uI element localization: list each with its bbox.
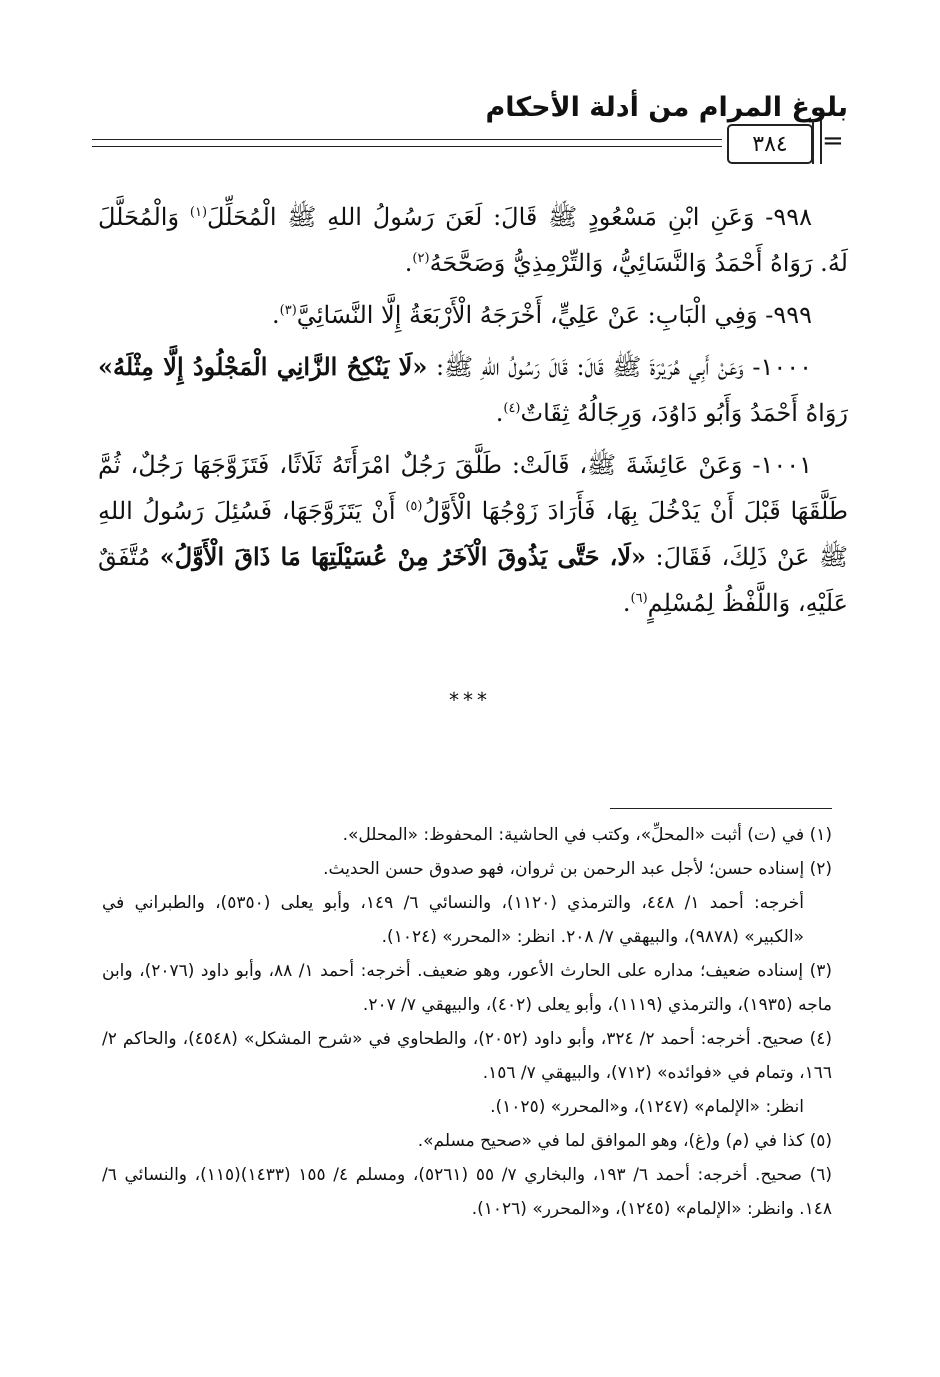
footnote-5: (٥) كذا في (م) و(غ)، وهو الموافق لما في «صحيح مسلم». (417, 1131, 832, 1151)
footnote-4-continued: انظر: «الإلمام» (١٢٤٧)، و«المحرر» (١٠٢٥). (490, 1097, 804, 1117)
footnote-ref: (٣) (279, 303, 297, 318)
header-double-bar (812, 120, 822, 164)
header-rule-top (92, 139, 722, 140)
prophetic-saying: «لَا يَنْكِحُ الزَّانِي الْمَجْلُودُ إِلَّا مِثْلَهُ» (98, 352, 428, 381)
main-text (98, 194, 848, 632)
footnote-1: (١) في (ت) أثبت «المحلِّ»، وكتب في الحاشية: المحفوظ: «المحلل». (342, 825, 832, 845)
footnote-rule (610, 808, 832, 809)
running-title: بلوغ المرام من أدلة الأحكام (485, 92, 848, 123)
section-separator: *** (449, 688, 491, 712)
hadith-998: ٩٩٨- وَعَنِ ابْنِ مَسْعُودٍ ﷺ قَالَ: لَعَنَ رَسُولُ اللهِ ﷺ الْمُحَلِّلَ$^{(١)}$ وَالْمُحَلَّلَ لَهُ. رَوَاهُ أَحْمَدُ وَالنَّسَائِيُّ، وَالتِّرْمِذِيُّ وَصَحَّحَهُ$^{(٢)}$. (98, 203, 848, 277)
header-rule-bottom (92, 146, 722, 147)
footnote-ref: (٢) (412, 251, 430, 266)
footnote-ref: (٦) (630, 591, 648, 606)
hadith-1000: ١٠٠٠- وَعَنْ أَبِي هُرَيْرَةَ ﷺ قَالَ: قَالَ رَسُولُ اللهِ ﷺ: «لَا يَنْكِحُ الزَّانِي الْمَجْلُودُ إِلَّا مِثْلَهُ» رَوَاهُ أَحْمَدُ وَأَبُو دَاوُدَ، وَرِجَالُهُ ثِقَاتٌ$^{(٤)}$. (98, 352, 848, 427)
prophetic-saying: «لَا، حَتَّى يَذُوقَ الْآخَرُ مِنْ عُسَيْلَتِهَا مَا ذَاقَ الْأَوَّلُ» (159, 542, 647, 571)
footnotes (102, 818, 832, 1226)
hadith-1001: ١٠٠١- وَعَنْ عَائِشَةَ ﷺ، قَالَتْ: طَلَّقَ رَجُلٌ امْرَأَتَهُ ثَلَاثًا، فَتَزَوَّجَهَا رَجُلٌ، ثُمَّ طَلَّقَهَا قَبْلَ أَنْ يَدْخُلَ بِهَا، فَأَرَادَ زَوْجُهَا الْأَوَّلُ$^{(٥)}$ أَنْ يَتَزَوَّجَهَا، فَسُئِلَ رَسُولُ اللهِ ﷺ عَنْ ذَلِكَ، فَقَالَ: «لَا، حَتَّى يَذُوقَ الْآخَرُ مِنْ عُسَيْلَتِهَا مَا ذَاقَ الْأَوَّلُ» مُتَّفَقٌ عَلَيْهِ، وَاللَّفْظُ لِمُسْلِمٍ$^{(٦)}$. (98, 451, 849, 617)
page-number: ٣٨٤ (727, 124, 813, 164)
footnote-3: (٣) إسناده ضعيف؛ مداره على الحارث الأعور، وهو ضعيف. أخرجه: أحمد ١/ ٨٨، وأبو داود (٢٠٧٦)، وابن ماجه (١٩٣٥)، والترمذي (١١١٩)، وأبو يعلى (٤٠٢)، والبيهقي ٧/ ٢٠٧. (102, 961, 832, 1015)
footnote-ref: (٥) (405, 499, 423, 514)
footnote-2-continued: أخرجه: أحمد ١/ ٤٤٨، والترمذي (١١٢٠)، والنسائي ٦/ ١٤٩، وأبو يعلى (٥٣٥٠)، والطبراني في «الكبير» (٩٨٧٨)، والبيهقي ٧/ ٢٠٨. انظر: «المحرر» (١٠٢٤). (102, 893, 804, 947)
hadith-999: ٩٩٩- وَفِي الْبَابِ: عَنْ عَلِيٍّ، أَخْرَجَهُ الْأَرْبَعَةُ إِلَّا النَّسَائِيَّ$^{(٣)}$. (272, 301, 812, 329)
footnote-2: (٢) إسناده حسن؛ لأجل عبد الرحمن بن ثروان، فهو صدوق حسن الحديث. (323, 859, 832, 879)
footnote-ref: (١) (189, 205, 208, 220)
footnote-6: (٦) صحيح. أخرجه: أحمد ٦/ ١٩٣، والبخاري ٧/ ٥٥ (٥٢٦١)، ومسلم ٤/ ١٥٥ (١٤٣٣)(١١٥)، والنسائي ٦/ ١٤٨. وانظر: «الإلمام» (١٢٤٥)، و«المحرر» (١٠٢٦). (102, 1165, 833, 1219)
header-mark: = (822, 126, 844, 156)
footnote-ref: (٤) (503, 401, 521, 416)
footnote-4: (٤) صحيح. أخرجه: أحمد ٢/ ٣٢٤، وأبو داود (٢٠٥٢)، والطحاوي في «شرح المشكل» (٤٥٤٨)، والحاكم ٢/ ١٦٦، وتمام في «فوائده» (٧١٢)، والبيهقي ٧/ ١٥٦. (102, 1029, 832, 1083)
